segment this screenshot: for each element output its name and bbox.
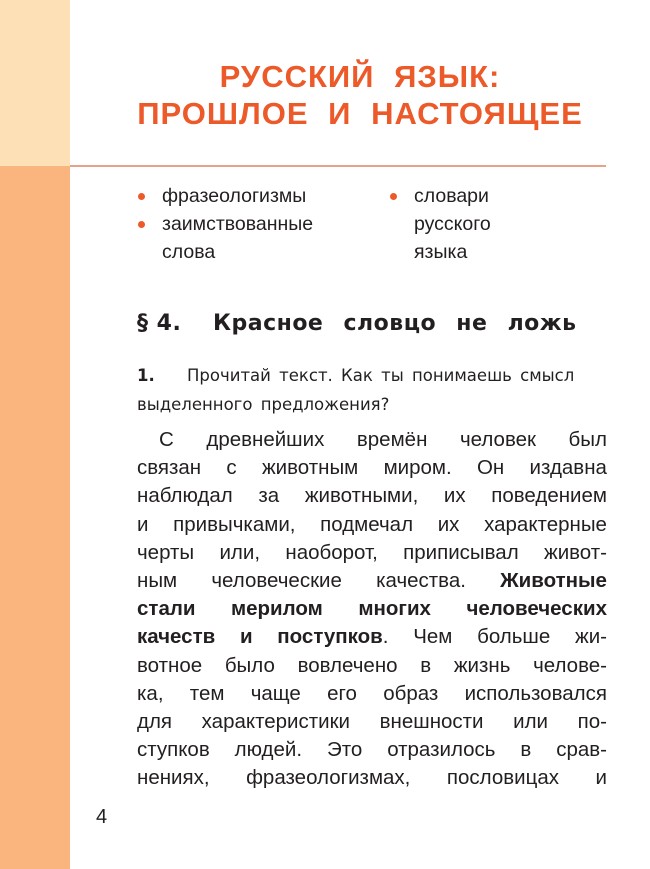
bullet-icon: [138, 221, 145, 228]
chapter-title: [70, 58, 650, 132]
text-line: и привычками, подмечал их характерные: [137, 512, 607, 536]
text-line: черты или, наоборот, приписывал живот-: [137, 540, 607, 564]
text-line: стали мерилом многих человеческих: [137, 597, 607, 621]
topics-column-1: [136, 182, 366, 266]
topic-item: фразеологизмы: [136, 182, 366, 210]
topic-item-continuation: слова: [162, 241, 216, 263]
topic-item-continuation: языка: [414, 241, 468, 263]
body-paragraph: [137, 426, 607, 793]
text-line: для характеристики внешности или по-: [137, 710, 607, 734]
sidebar-bottom-band: [0, 166, 70, 869]
task-number: 1.: [137, 366, 155, 385]
chapter-title-line1: РУССКИЙ ЯЗЫК:: [219, 59, 501, 94]
header-divider: [70, 165, 606, 167]
text-line: ка, тем чаще его образ использовался: [137, 681, 607, 705]
chapter-title-line2: ПРОШЛОЕ И НАСТОЯЩЕЕ: [137, 96, 583, 131]
text-line: вотное было вовлечено в жизнь челове-: [137, 653, 607, 677]
section-title: Красное словцо не ложь: [213, 311, 577, 336]
topic-item: словари: [388, 182, 538, 210]
bullet-icon: [138, 193, 145, 200]
text-line: связан с животным миром. Он издавна: [137, 456, 607, 480]
bullet-icon: [390, 193, 397, 200]
task-text-line1: Прочитай текст. Как ты понимаешь смысл: [187, 366, 575, 385]
page-number: 4: [96, 806, 108, 828]
sidebar-top-band: [0, 0, 70, 166]
task-text-line2: выделенного предложения?: [137, 395, 390, 414]
text-line: качеств и поступков. Чем больше жи-: [137, 625, 607, 649]
topics-column-2: [388, 182, 538, 266]
text-line: ступков людей. Это отразилось в срав-: [137, 738, 607, 762]
topic-item: заимствованные: [136, 210, 366, 238]
text-line: ным человеческие качества. Животные: [137, 569, 607, 593]
text-line: С древнейших времён человек был: [159, 428, 607, 451]
section-number: § 4.: [137, 311, 182, 336]
topic-item-continuation: русского: [414, 213, 491, 235]
text-line: нениях, фразеологизмах, пословицах и: [137, 766, 607, 790]
section-heading: [137, 311, 577, 336]
task-instruction: [137, 361, 607, 419]
text-line: наблюдал за животными, их поведением: [137, 484, 607, 508]
